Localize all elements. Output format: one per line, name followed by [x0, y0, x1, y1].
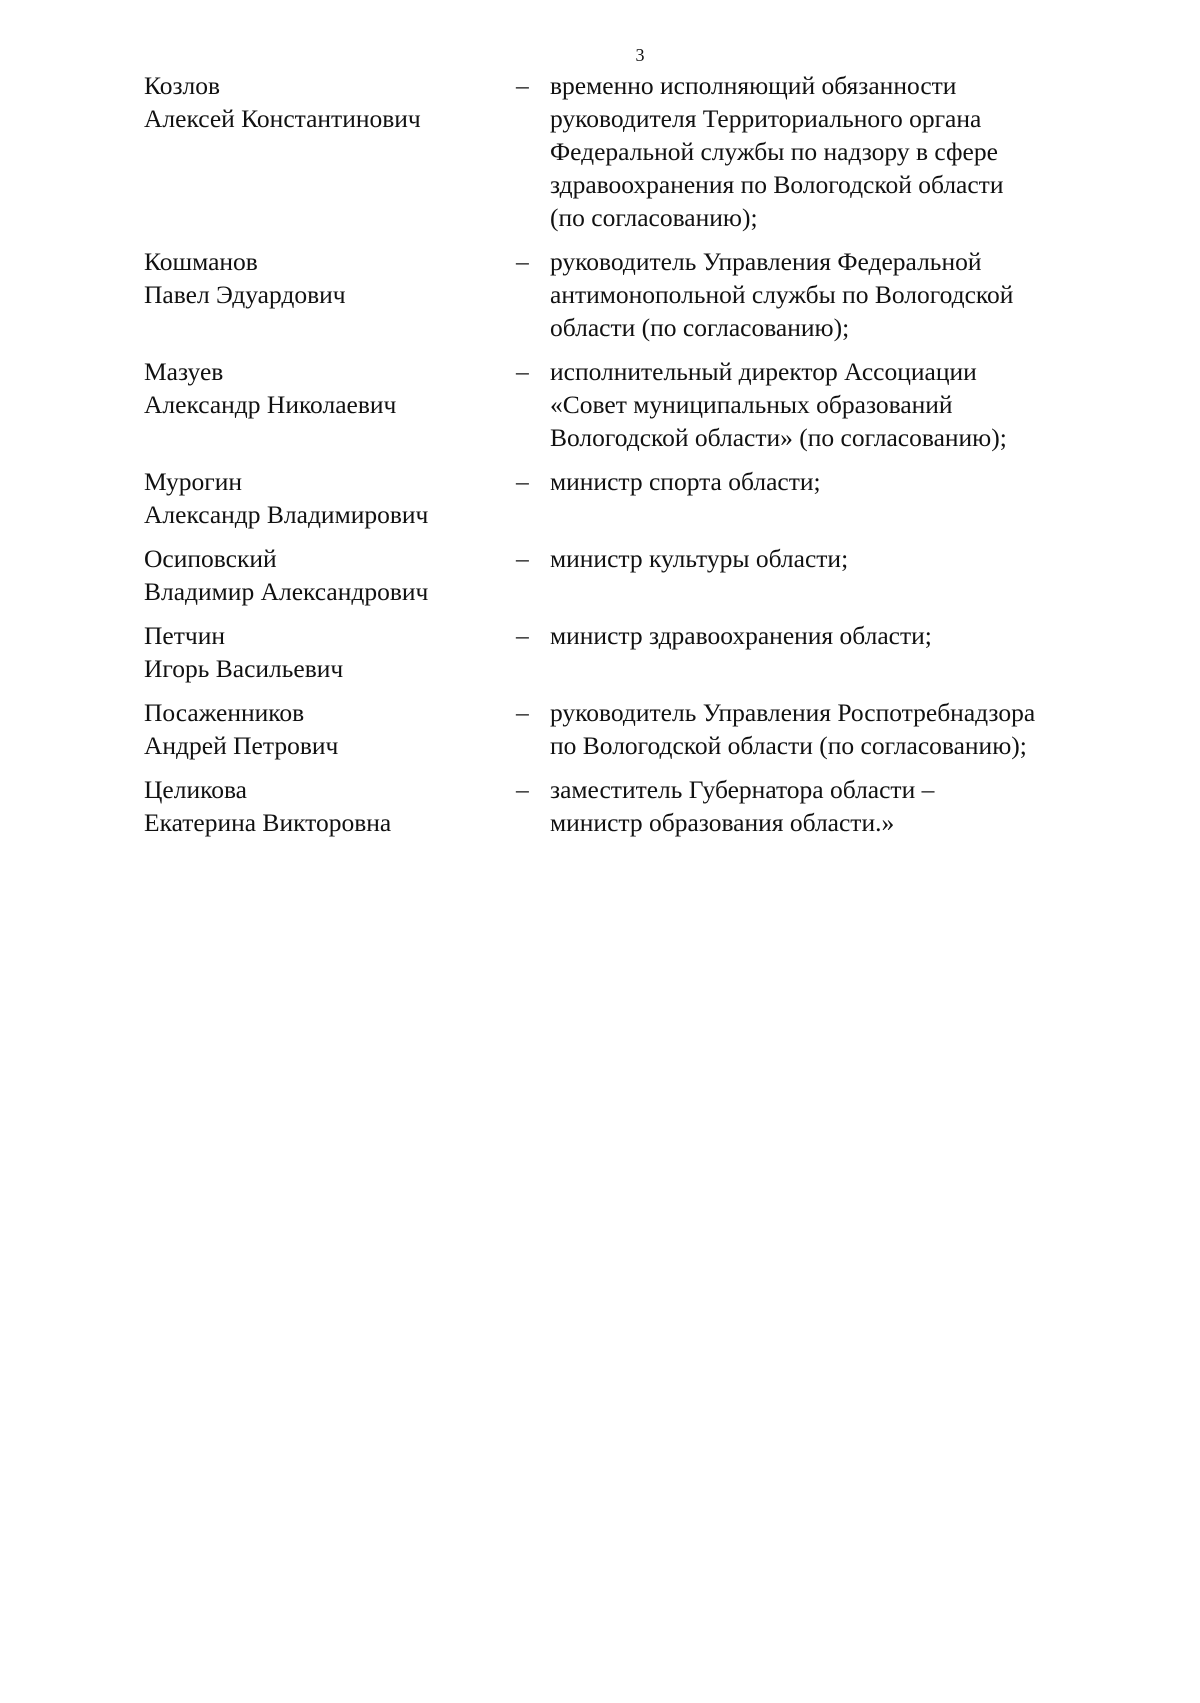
- member-given-names: Алексей Константинович: [144, 104, 421, 133]
- member-entry: [144, 542, 1114, 608]
- page-number: 3: [635, 45, 645, 65]
- member-position-line: заместитель Губернатора области –: [550, 775, 935, 804]
- member-name: [144, 542, 516, 608]
- member-entry: [144, 773, 1114, 839]
- member-name: [144, 245, 516, 311]
- member-surname: Мазуев: [144, 357, 224, 386]
- member-position: [550, 696, 1114, 762]
- member-position: [550, 773, 1114, 839]
- member-position-line: временно исполняющий обязанности: [550, 71, 957, 100]
- member-given-names: Александр Николаевич: [144, 390, 397, 419]
- member-position: [550, 619, 1114, 652]
- member-dash: –: [516, 775, 529, 804]
- member-dash: –: [516, 698, 529, 727]
- member-entry: [144, 696, 1114, 762]
- member-surname: Мурогин: [144, 467, 243, 496]
- member-position-line: руководитель Управления Роспотребнадзора: [550, 698, 1036, 727]
- member-position-line: руководитель Управления Федеральной: [550, 247, 982, 276]
- member-position: [550, 465, 1114, 498]
- member-given-names: Александр Владимирович: [144, 500, 429, 529]
- member-position-line: министр образования области.»: [550, 808, 895, 837]
- member-position-line: здравоохранения по Вологодской области: [550, 170, 1004, 199]
- member-position-line: министр здравоохранения области;: [550, 621, 932, 650]
- member-position-line: исполнительный директор Ассоциации: [550, 357, 977, 386]
- member-given-names: Игорь Васильевич: [144, 654, 344, 683]
- member-name: [144, 465, 516, 531]
- member-position-line: министр спорта области;: [550, 467, 821, 496]
- member-position-line: Вологодской области» (по согласованию);: [550, 423, 1007, 452]
- member-position: [550, 245, 1114, 344]
- member-position-line: Федеральной службы по надзору в сфере: [550, 137, 998, 166]
- member-given-names: Владимир Александрович: [144, 577, 429, 606]
- member-surname: Кошманов: [144, 247, 258, 276]
- member-entry: [144, 69, 1114, 234]
- member-surname: Петчин: [144, 621, 225, 650]
- member-given-names: Андрей Петрович: [144, 731, 339, 760]
- member-dash: –: [516, 71, 529, 100]
- member-position: [550, 355, 1114, 454]
- member-name: [144, 696, 516, 762]
- member-position-line: (по согласованию);: [550, 203, 758, 232]
- member-position: [550, 69, 1114, 234]
- member-position-line: антимонопольной службы по Вологодской: [550, 280, 1014, 309]
- member-surname: Посаженников: [144, 698, 305, 727]
- member-dash: –: [516, 621, 529, 650]
- member-surname: Осиповский: [144, 544, 277, 573]
- member-name: [144, 619, 516, 685]
- member-dash: –: [516, 544, 529, 573]
- member-dash: –: [516, 467, 529, 496]
- member-surname: Целикова: [144, 775, 247, 804]
- member-position-line: руководителя Территориального органа: [550, 104, 982, 133]
- member-surname: Козлов: [144, 71, 221, 100]
- member-entry: [144, 619, 1114, 685]
- member-name: [144, 773, 516, 839]
- member-dash: –: [516, 247, 529, 276]
- member-entry: [144, 355, 1114, 454]
- member-entry: [144, 245, 1114, 344]
- member-given-names: Екатерина Викторовна: [144, 808, 392, 837]
- member-position: [550, 542, 1114, 575]
- member-position-line: «Совет муниципальных образований: [550, 390, 953, 419]
- member-position-line: по Вологодской области (по согласованию);: [550, 731, 1027, 760]
- member-name: [144, 69, 516, 135]
- member-given-names: Павел Эдуардович: [144, 280, 346, 309]
- member-dash: –: [516, 357, 529, 386]
- member-position-line: министр культуры области;: [550, 544, 849, 573]
- member-name: [144, 355, 516, 421]
- member-entry: [144, 465, 1114, 531]
- member-position-line: области (по согласованию);: [550, 313, 850, 342]
- members-list: [144, 69, 1114, 850]
